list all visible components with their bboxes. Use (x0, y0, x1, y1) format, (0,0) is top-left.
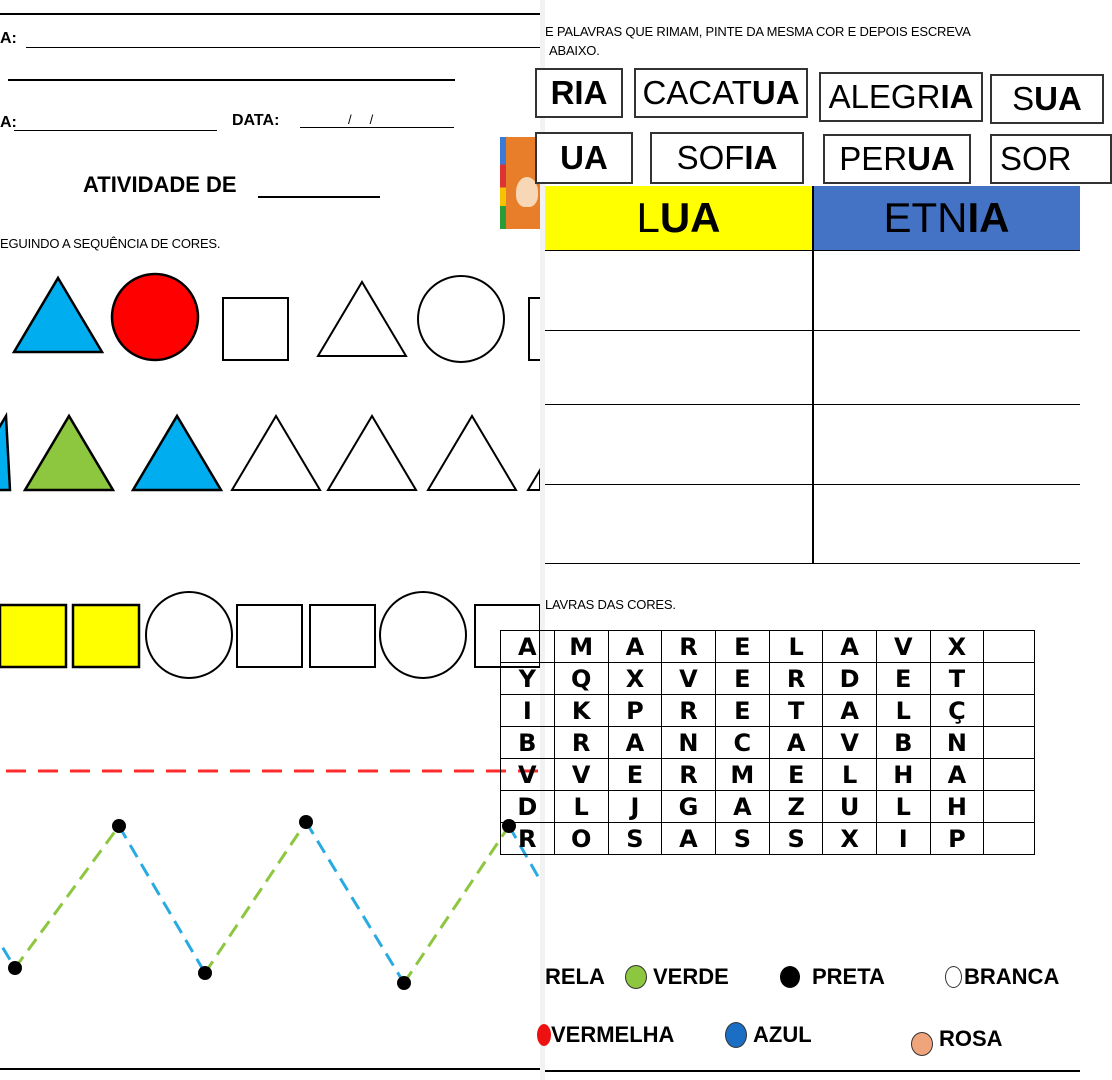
wordsearch-cell[interactable]: Y (501, 663, 555, 695)
wordsearch-cell[interactable]: L (554, 791, 608, 823)
triangle-empty-4[interactable] (428, 416, 516, 490)
wordsearch-cell[interactable]: V (876, 631, 930, 663)
white-dot-icon (945, 966, 962, 988)
wordsearch-cell[interactable]: Z (769, 791, 822, 823)
dot-5 (397, 976, 411, 990)
rhyme-row-line (545, 563, 1080, 564)
wordsearch-cell[interactable]: E (608, 759, 661, 791)
wordsearch-cell[interactable]: S (608, 823, 661, 855)
zigzag-dashed-path[interactable] (0, 822, 540, 983)
wordsearch-cell[interactable]: X (930, 631, 984, 663)
wordsearch-cell[interactable]: E (715, 631, 769, 663)
square-empty[interactable] (223, 298, 288, 360)
school-line[interactable] (8, 79, 455, 81)
wordsearch-row (501, 663, 1035, 695)
rhyme-cell-lua-1[interactable] (545, 262, 812, 322)
peach-dot-icon (911, 1032, 933, 1056)
legend-item-vermelha: VERMELHA (537, 1022, 674, 1048)
word-box-sor[interactable]: SOR (990, 134, 1112, 184)
wordsearch-cell[interactable]: V (823, 727, 877, 759)
wordsearch-cell-partial[interactable] (984, 759, 1035, 791)
wordsearch-cell[interactable]: A (608, 631, 661, 663)
circle-empty-2[interactable] (146, 592, 232, 678)
wordsearch-row (501, 759, 1035, 791)
wordsearch-cell[interactable]: L (823, 759, 877, 791)
bottom-rule-right (545, 1070, 1080, 1072)
rhyme-row-line (545, 330, 1080, 331)
rhyme-instruction-line2: ABAIXO. (549, 43, 600, 58)
triangle-empty-3[interactable] (328, 416, 416, 490)
legend-item-branca: BRANCA (945, 964, 1059, 990)
wordsearch-cell[interactable]: A (662, 823, 716, 855)
wordsearch-cell[interactable]: R (769, 663, 822, 695)
rhyme-row-line (545, 404, 1080, 405)
word-box-alegria[interactable]: ALEGR IA (819, 72, 983, 122)
word-box-cacatua[interactable]: CACAT UA (634, 68, 808, 118)
wordsearch-cell[interactable]: A (823, 631, 877, 663)
square-empty-3[interactable] (310, 605, 375, 667)
wordsearch-cell[interactable]: E (715, 663, 769, 695)
triangle-green[interactable] (25, 416, 113, 490)
wordsearch-cell[interactable]: T (769, 695, 822, 727)
triangle-partial[interactable] (528, 470, 540, 490)
wordsearch-row (501, 631, 1035, 663)
wordsearch-cell[interactable]: N (930, 727, 984, 759)
rhyme-header-lua: L UA (545, 186, 812, 250)
wordsearch-cell[interactable]: P (608, 695, 661, 727)
rhyme-table-divider (812, 186, 814, 564)
legend-item-rosa: ROSA (911, 1022, 1003, 1056)
wordsearch-row (501, 791, 1035, 823)
wordsearch-cell[interactable]: E (876, 663, 930, 695)
wordsearch-cell[interactable]: O (554, 823, 608, 855)
wordsearch-cell[interactable]: X (823, 823, 877, 855)
wordsearch-cell-partial[interactable] (984, 727, 1035, 759)
rhyme-row-line (545, 484, 1080, 485)
right-worksheet (517, 0, 1082, 1080)
word-box-ria[interactable]: RIA (535, 68, 623, 118)
wordsearch-cell[interactable]: E (715, 695, 769, 727)
wordsearch-cell[interactable]: E (769, 759, 822, 791)
word-box-perua[interactable]: PER UA (823, 134, 971, 184)
rhyme-cell-etnia-1[interactable] (814, 262, 1080, 322)
bottom-rule (0, 1068, 540, 1070)
wordsearch-cell[interactable]: S (715, 823, 769, 855)
green-dot-icon (625, 965, 647, 989)
word-box-sofia[interactable]: SOF IA (650, 132, 804, 184)
date-slashes: / / (348, 112, 374, 127)
activity-title: ATIVIDADE DE (83, 172, 237, 197)
name-label: A: (0, 30, 17, 47)
top-rule (0, 13, 540, 15)
wordsearch-grid (500, 630, 1035, 855)
circle-empty[interactable] (418, 276, 504, 362)
wordsearch-cell[interactable]: L (769, 631, 822, 663)
wordsearch-cell[interactable]: H (930, 791, 984, 823)
dot-1 (8, 961, 22, 975)
word-box-sua[interactable]: S UA (990, 74, 1104, 124)
triangle-empty-2[interactable] (232, 416, 320, 490)
wordsearch-cell[interactable]: R (662, 759, 716, 791)
wordsearch-cell-partial[interactable] (984, 663, 1035, 695)
wordsearch-cell[interactable]: K (554, 695, 608, 727)
wordsearch-cell-partial[interactable] (984, 631, 1035, 663)
triangle-empty[interactable] (318, 282, 406, 356)
square-yellow-1[interactable] (0, 605, 66, 667)
red-dot-icon (537, 1024, 551, 1046)
square-yellow-2[interactable] (73, 605, 139, 667)
wordsearch-cell[interactable]: S (769, 823, 822, 855)
teacher-line[interactable] (14, 130, 217, 131)
wordsearch-cell[interactable]: H (876, 759, 930, 791)
legend-item-amarela: RELA (545, 964, 605, 989)
rhyme-header-etnia: ETN IA (813, 186, 1080, 250)
legend-item-azul: AZUL (725, 1022, 812, 1048)
wordsearch-cell-partial[interactable] (984, 791, 1035, 823)
wordsearch-row (501, 823, 1035, 855)
wordsearch-cell[interactable]: V (662, 663, 716, 695)
wordsearch-cell[interactable]: A (823, 695, 877, 727)
wordsearch-cell[interactable]: C (715, 727, 769, 759)
book-cover-image (500, 137, 540, 229)
wordsearch-cell[interactable]: N (662, 727, 716, 759)
wordsearch-cell[interactable]: T (930, 663, 984, 695)
wordsearch-cell[interactable]: R (662, 695, 716, 727)
black-dot-icon (780, 966, 800, 988)
word-box-ua[interactable]: UA (535, 132, 633, 184)
wordsearch-cell[interactable]: R (662, 631, 716, 663)
wordsearch-cell[interactable]: A (769, 727, 822, 759)
left-worksheet (0, 0, 540, 1080)
triangle-blue-2[interactable] (133, 416, 221, 490)
triangle-partial-blue[interactable] (0, 416, 10, 490)
wordsearch-cell[interactable]: I (501, 695, 555, 727)
teacher-label: A: (0, 114, 17, 131)
rhyme-row-line (545, 250, 1080, 251)
wordsearch-cell[interactable]: L (876, 791, 930, 823)
circle-red[interactable] (112, 274, 198, 360)
wordsearch-cell[interactable]: R (501, 823, 555, 855)
wordsearch-cell[interactable]: A (501, 631, 555, 663)
wordsearch-cell[interactable]: I (876, 823, 930, 855)
circle-empty-3[interactable] (380, 592, 466, 678)
wordsearch-cell[interactable]: Ç (930, 695, 984, 727)
wordsearch-cell[interactable]: B (501, 727, 555, 759)
activity-line[interactable] (258, 196, 380, 198)
square-empty-2[interactable] (237, 605, 302, 667)
wordsearch-cell[interactable]: D (823, 663, 877, 695)
dot-3 (198, 966, 212, 980)
wordsearch-cell[interactable]: A (715, 791, 769, 823)
wordsearch-cell[interactable]: V (554, 759, 608, 791)
wordsearch-cell[interactable]: Q (554, 663, 608, 695)
sequence-instruction: EGUINDO A SEQUÊNCIA DE CORES. (0, 236, 221, 251)
wordsearch-cell[interactable]: R (554, 727, 608, 759)
wordsearch-cell[interactable]: A (608, 727, 661, 759)
wordsearch-cell[interactable]: P (930, 823, 984, 855)
wordsearch-cell[interactable]: U (823, 791, 877, 823)
wordsearch-cell[interactable]: J (608, 791, 661, 823)
date-label: DATA: (232, 112, 280, 129)
triangle-blue[interactable] (14, 278, 102, 352)
rhyme-instruction-line1: E PALAVRAS QUE RIMAM, PINTE DA MESMA COR E DEPOIS ESCREVA (545, 24, 971, 39)
wordsearch-cell[interactable]: B (876, 727, 930, 759)
dot-4 (299, 815, 313, 829)
date-line[interactable] (300, 127, 454, 128)
wordsearch-cell[interactable]: G (662, 791, 716, 823)
wordsearch-cell-partial[interactable] (984, 823, 1035, 855)
wordsearch-instruction: LAVRAS DAS CORES. (545, 597, 676, 612)
wordsearch-cell[interactable]: X (608, 663, 661, 695)
wordsearch-row (501, 727, 1035, 759)
wordsearch-cell[interactable]: L (876, 695, 930, 727)
dot-2 (112, 819, 126, 833)
wordsearch-cell[interactable]: A (930, 759, 984, 791)
legend-item-verde: VERDE (625, 964, 729, 990)
wordsearch-row (501, 695, 1035, 727)
wordsearch-cell[interactable]: V (501, 759, 555, 791)
shapes-canvas (0, 260, 540, 1060)
wordsearch-cell[interactable]: M (715, 759, 769, 791)
name-line[interactable] (26, 47, 540, 48)
wordsearch-cell[interactable]: D (501, 791, 555, 823)
wordsearch-cell-partial[interactable] (984, 695, 1035, 727)
legend-item-preta: PRETA (780, 964, 885, 990)
blue-dot-icon (725, 1022, 747, 1048)
wordsearch-cell[interactable]: M (554, 631, 608, 663)
